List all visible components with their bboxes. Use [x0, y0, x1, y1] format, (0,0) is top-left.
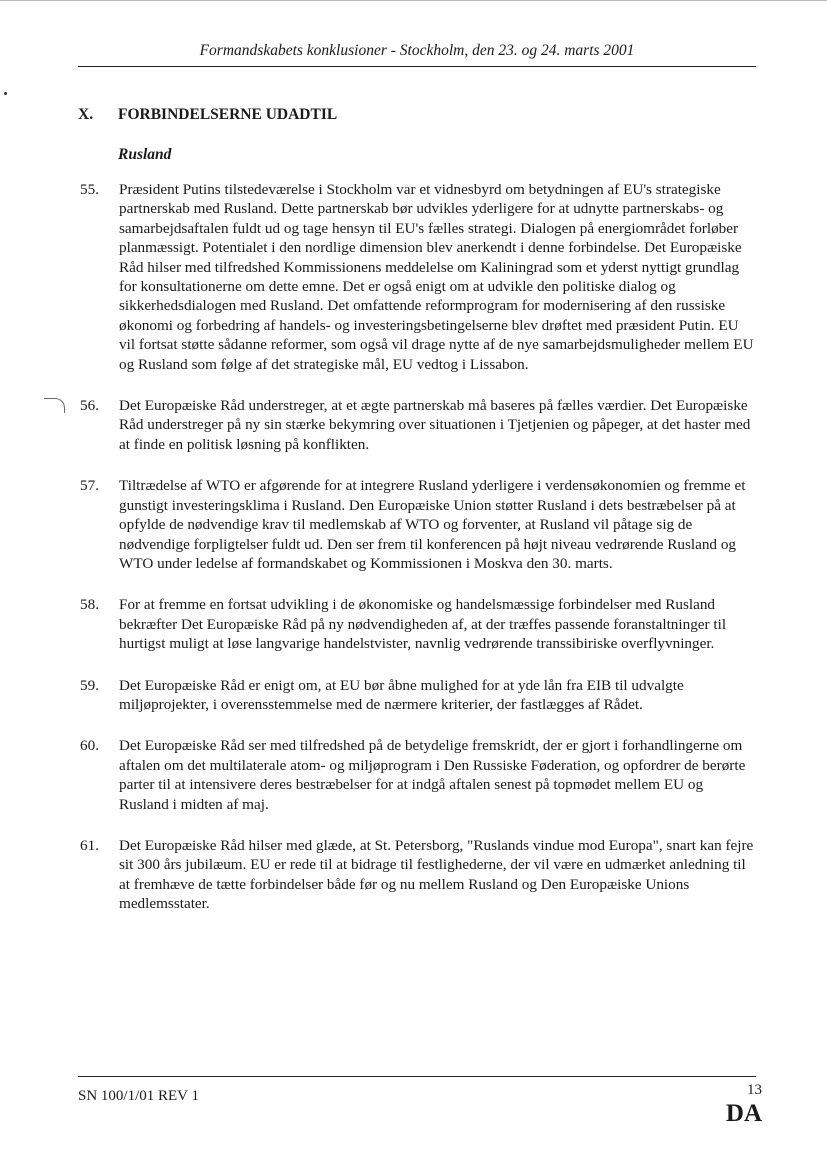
paragraph-59: [80, 676, 756, 715]
footer-rule: [78, 1076, 756, 1077]
paragraph-60: [80, 736, 756, 814]
paragraph-55: [80, 180, 756, 374]
paragraph-56: [80, 396, 756, 454]
header-rule: [78, 66, 756, 67]
scan-artifact-mark: [44, 398, 65, 413]
paragraph-number: 60.: [80, 737, 99, 755]
paragraph-text: For at fremme en fortsat udvikling i de økonomiske og handelsmæssige forbindelser med Rusland bekræfter Det Europæiske Råd på ny nødvendigheden af, at der træffes passende foranstaltninger til hurtigst muligt at løse langvarige handelstvister, navnlig vedrørende transsibiriske overflyvninger.: [119, 596, 727, 653]
paragraph-list: [80, 180, 756, 936]
paragraph-number: 59.: [80, 676, 99, 694]
paragraph-text: Tiltrædelse af WTO er afgørende for at integrere Rusland yderligere i verdensøkonomien og fremme et gunstigt investeringsklima i Rusland. Den Europæiske Union støtter Rusland i dets bestræbelser på at opfylde de nødvendige krav til medlemskab af WTO og forventer, at Rusland vil påtage sig de nødvendige forpligtelser fuldt ud. Den ser frem til konferencen på højt niveau vedrørende Rusland og WTO under ledelse af formandskabet og Kommissionen i Moskva den 30. marts.: [119, 477, 746, 572]
scan-top-edge: [0, 0, 827, 1]
paragraph-text: Det Europæiske Råd hilser med glæde, at St. Petersborg, "Ruslands vindue mod Europa", snart kan fejre sit 300 års jubilæum. EU er rede til at bidrage til festlighederne, der vil være en udmærket anledning til at fremhæve de tætte forbindelser både før og nu mellem Rusland og Den Europæiske Unions medlemsstater.: [119, 836, 754, 913]
paragraph-57: [80, 476, 756, 573]
section-number: X.: [78, 106, 94, 123]
paragraph-number: 56.: [80, 397, 99, 415]
scan-artifact-dot: [4, 92, 7, 95]
paragraph-61: [80, 836, 756, 914]
section-heading: [78, 106, 337, 124]
paragraph-text: Det Europæiske Råd ser med tilfredshed på de betydelige fremskridt, der er gjort i forhandlingerne om aftalen om det multilaterale atom- og miljøprogram i Den Russiske Føderation, og opfordrer de berørte parter til at intensivere deres bestræbelser for at indgå aftalen senest på topmødet mellem EU og Rusland i midten af maj.: [119, 737, 746, 813]
paragraph-text: Det Europæiske Råd understreger, at et ægte partnerskab må baseres på fælles værdier. Det Europæiske Råd understreger på ny sin stærke bekymring over situationen i Tjetjenien og påpeger, at det haster med at finde en politisk løsning på konflikten.: [119, 397, 751, 453]
paragraph-text: Det Europæiske Råd er enigt om, at EU bør åbne mulighed for at yde lån fra EIB til udvalgte miljøprojekter, i overensstemmelse med de nærmere kriterier, der fastlægges af Rådet.: [119, 676, 684, 713]
paragraph-58: [80, 595, 756, 653]
paragraph-number: 58.: [80, 596, 99, 614]
page-number: 13: [747, 1082, 762, 1098]
running-header: Formandskabets konklusioner - Stockholm, den 23. og 24. marts 2001: [199, 42, 635, 59]
paragraph-text: Præsident Putins tilstedeværelse i Stockholm var et vidnesbyrd om betydningen af EU's strategiske partnerskab med Rusland. Dette partnerskab bør udvikles yderligere for at udnytte partnerskabs- og samarbejdsaftalen fuldt ud og tage hensyn til EU's fælles strategi. Dialogen på energiområdet forløber planmæssigt. Potentialet i den nordlige dimension blev anerkendt i denne forbindelse. Det Europæiske Råd hilser med tilfredshed Kommissionens meddelelse om Kaliningrad som et yderst nyttigt grundlag for konsultationerne om dette emne. Det er også enigt om at udvikle den politiske dialog og sikkerhedsdialogen med Rusland. Det omfattende reformprogram for modernisering af den russiske økonomi og forbedring af handels- og investeringsbetingelserne blev drøftet med præsident Putin. EU vil fortsat støtte sådanne reformer, som også vil drage nytte af de nye samarbejdsmuligheder mellem EU og Rusland som følge af det strategiske mål, EU vedtog i Lissabon.: [119, 181, 754, 373]
paragraph-number: 55.: [80, 181, 99, 198]
subheading: Rusland: [118, 146, 172, 163]
paragraph-number: 57.: [80, 477, 99, 495]
section-title: FORBINDELSERNE UDADTIL: [118, 106, 338, 123]
language-code: DA: [725, 1100, 762, 1127]
document-reference: SN 100/1/01 REV 1: [78, 1088, 199, 1104]
paragraph-number: 61.: [80, 836, 99, 854]
